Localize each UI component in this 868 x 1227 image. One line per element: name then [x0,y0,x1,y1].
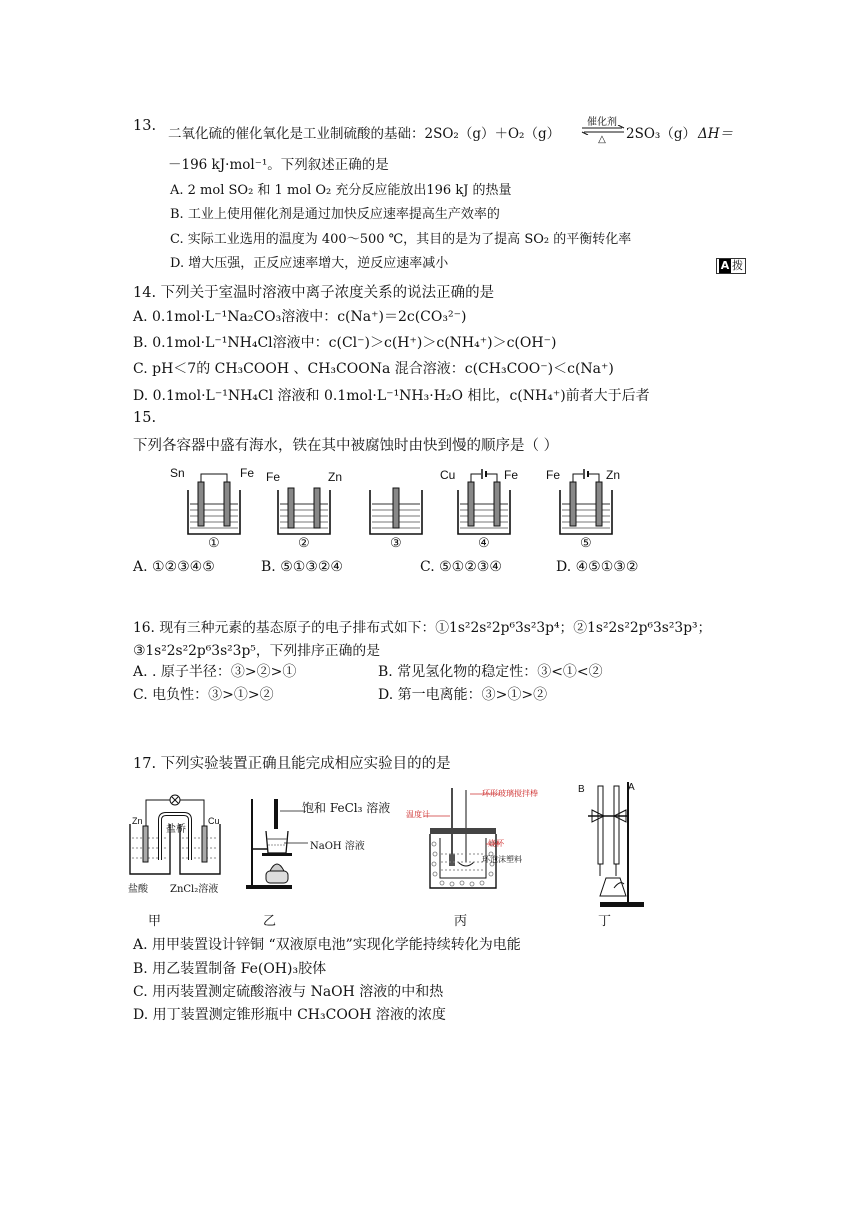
q13-option-a: A. 2 mol SO₂ 和 1 mol O₂ 充分反应能放出196 kJ 的热量 [170,183,512,198]
q16-option-d: D. 第一电离能：③>①>② [378,687,548,703]
bing-stirrer-label: 环形玻璃搅拌棒 [482,789,538,798]
q16-line2: ③1s²2s²2p⁶3s²3p⁵，下列排序正确的是 [133,643,380,659]
q13-option-c: C. 实际工业选用的温度为 400～500 ℃，其目的是为了提高 SO₂ 的平衡转化率 [170,232,632,247]
jia-bridge-label: 盐桥 [166,824,186,835]
beaker2-left-label: Fe [266,470,281,484]
ding-a-label: A [628,782,635,793]
beaker3-number: ③ [390,536,402,551]
q15-stem: 下列各容器中盛有海水，铁在其中被腐蚀时由快到慢的顺序是（ ） [133,438,559,454]
q15-number: 15. [133,410,157,426]
figure-ding [574,780,654,910]
figure-bing [404,784,564,904]
beaker4-number: ④ [478,536,490,551]
q13-source-badge [716,258,746,274]
jia-zncl-label: ZnCl₂溶液 [170,884,219,895]
beaker2-right-label: Zn [328,470,343,484]
caption-ding: 丁 [598,914,612,929]
yi-pointer-lines [278,809,308,849]
q14-option-a: A. 0.1mol·L⁻¹Na₂CO₃溶液中：c(Na⁺)＝2c(CO₃²⁻) [133,309,467,325]
q13-stem-line1: 二氧化硫的催化氧化是工业制硫酸的基础：2SO₂（g）＋O₂（g） [168,126,561,142]
beaker1-right-label: Fe [240,466,255,480]
q13-stem-line2: －196 kJ·mol⁻¹。下列叙述正确的是 [168,157,389,173]
bing-foam-label: 环泡沫塑料 [482,855,522,864]
beaker4-right-label: Fe [504,468,519,482]
q15-beaker-figure [170,466,650,552]
q13-arrow-bottom: △ [598,134,606,145]
q15-option-a: A. ①②③④⑤ [133,559,215,575]
ding-b-label: B [578,784,585,795]
beaker1-number: ① [208,536,220,551]
beaker5-right-label: Zn [606,468,621,482]
q16-option-a: A. . 原子半径：③>②>① [133,664,297,680]
q14-option-c: C. pH＜7的 CH₃COOH 、CH₃COONa 混合溶液：c(CH₃COO⁻)＜c(Na⁺) [133,361,614,377]
q17-option-b: B. 用乙装置制备 Fe(OH)₃胶体 [133,961,327,977]
q13-option-b: B. 工业上使用催化剂是通过加快反应速率提高生产效率的 [170,207,500,222]
q16-option-b: B. 常见氢化物的稳定性：③<①<② [378,664,603,680]
caption-yi: 乙 [263,914,277,929]
figure-jia [126,790,226,900]
yi-naoh-label: NaOH 溶液 [310,841,365,852]
badge-text: 拨 [732,259,743,272]
beaker5-left-label: Fe [546,468,561,482]
yi-fecl-label: 饱和 FeCl₃ 溶液 [302,801,391,815]
q15-option-b: B. ⑤①③②④ [261,559,343,575]
beaker3-diagram [366,472,426,538]
q13-option-d: D. 增大压强，正反应速率增大，逆反应速率减小 [170,256,449,271]
q17-stem: 17. 下列实验装置正确且能完成相应实验目的的是 [133,756,451,772]
beaker4-left-label: Cu [440,468,456,482]
q13-arrow-top: 催化剂 [587,117,617,128]
q13-delta-h: ΔH＝ [698,126,734,142]
jia-cu-label: Cu [208,816,220,826]
q13-number: 13. [133,118,157,134]
beaker1-left-label: Sn [170,466,185,480]
q15-option-c: C. ⑤①②③④ [420,559,502,575]
caption-bing: 丙 [454,914,468,929]
q16-line1: 16. 现有三种元素的基态原子的电子排布式如下：①1s²2s²2p⁶3s²3p⁴；②1s²2s²2p⁶3s²3p³； [133,620,712,636]
figure-yi [244,795,404,905]
beaker4-diagram [454,468,514,538]
caption-jia: 甲 [148,914,162,929]
jia-acid-label: 盐酸 [128,884,148,895]
q14-stem: 14. 下列关于室温时溶液中离子浓度关系的说法正确的是 [133,285,495,301]
titration-setup-diagram [574,780,654,910]
q14-option-b: B. 0.1mol·L⁻¹NH₄Cl溶液中：c(Cl⁻)＞c(H⁺)＞c(NH₄⁺)＞c(OH⁻) [133,335,557,351]
q17-option-d: D. 用丁装置测定锥形瓶中 CH₃COOH 溶液的浓度 [133,1007,446,1023]
beaker2-diagram [274,472,334,538]
q17-option-c: C. 用丙装置测定硫酸溶液与 NaOH 溶液的中和热 [133,984,444,1000]
bing-thermo-label: 温度计 [406,810,430,819]
q13-product: 2SO₃（g） [626,126,696,142]
q17-option-a: A. 用甲装置设计锌铜 “双液原电池”实现化学能持续转化为电能 [133,937,521,953]
q16-option-c: C. 电负性：③>①>② [133,687,274,703]
q14-option-d: D. 0.1mol·L⁻¹NH₄Cl 溶液和 0.1mol·L⁻¹NH₃·H₂O 相比，c(NH₄⁺)前者大于后者 [133,388,650,404]
q15-option-d: D. ④⑤①③② [556,559,639,575]
beaker5-diagram [556,468,616,538]
beaker5-number: ⑤ [580,536,592,551]
jia-zn-label: Zn [132,816,143,826]
bing-beaker-label: 烧杯 [488,839,504,848]
beaker2-number: ② [298,536,310,551]
beaker1-diagram [184,472,244,538]
badge-letter: A [720,259,730,272]
